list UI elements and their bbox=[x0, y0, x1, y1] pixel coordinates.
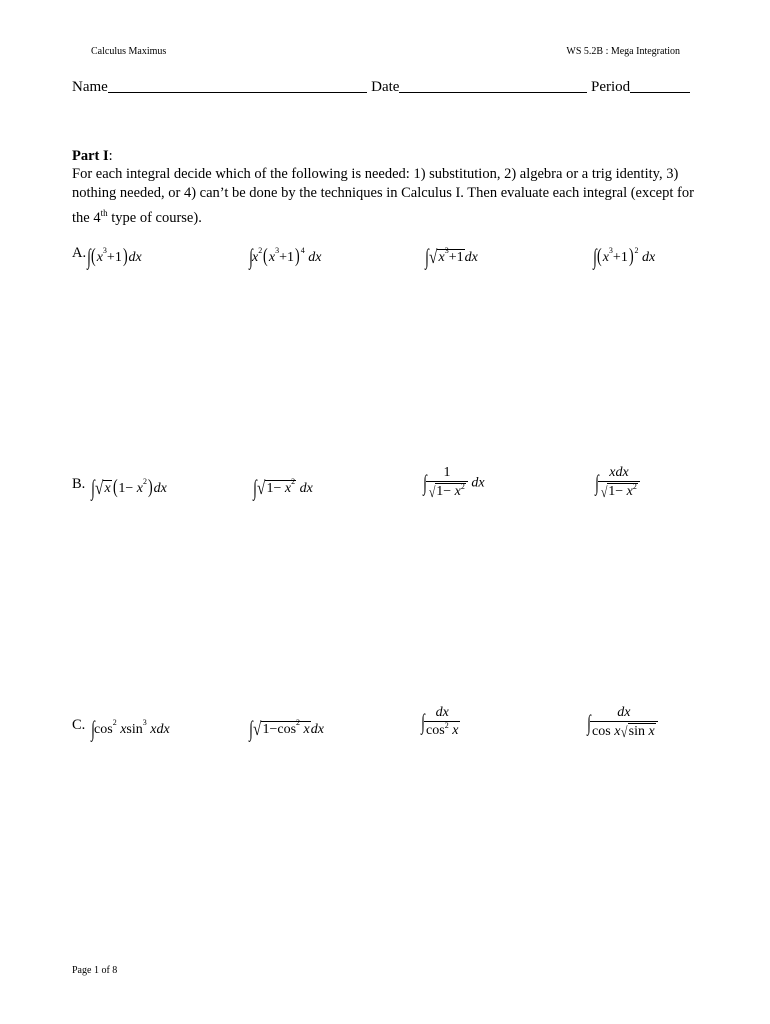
integral-a4: $\int(x^3+1)^2$ dx bbox=[593, 244, 656, 269]
course-name: Calculus Maximus bbox=[91, 46, 167, 57]
integral-c4: ∫ $\frac{dx}{\text{cos x√sin x}}$ bbox=[586, 706, 658, 741]
integral-b4: ∫ $\frac{\text{xdx}}{√1- x^2}$ bbox=[594, 466, 640, 501]
date-blank[interactable] bbox=[399, 92, 587, 93]
date-label: Date bbox=[371, 79, 400, 95]
integral-c2: $\int√1-\cos^2$ xdx bbox=[249, 716, 324, 741]
row-label-b: B. bbox=[72, 476, 86, 492]
part-colon: : bbox=[108, 148, 113, 164]
period-label: Period bbox=[590, 79, 631, 95]
instructions-text: For each integral decide which of the following is needed: 1) substitution, 2) algebra or a trig identity, 3) nothing needed, or 4) can’t be done by the techniques in Calculus I. Then evaluate each integral (except for the 4 bbox=[72, 166, 694, 226]
integral-a3: $\int√x^3+1dx$ bbox=[425, 244, 478, 269]
name-label: Name bbox=[72, 79, 108, 95]
row-label-a: A. bbox=[72, 245, 87, 261]
instructions-text-end: type of course). bbox=[107, 209, 202, 226]
page-number: Page 1 of 8 bbox=[72, 965, 118, 976]
integral-c3: ∫ $\frac{dx}{\cos^2 x}$ bbox=[421, 705, 459, 738]
period-blank[interactable] bbox=[630, 92, 690, 93]
integral-a1: $\int(x^3+1)dx$ bbox=[87, 244, 142, 269]
instructions-superscript: th bbox=[100, 207, 108, 218]
part-title: Part I bbox=[72, 148, 109, 164]
integral-c1: $\int\cos^2$ xsin$^3$ xdx bbox=[91, 716, 170, 741]
integral-b1: ∫√x $(1- x^2)dx$ bbox=[91, 475, 167, 500]
worksheet-title: WS 5.2B : Mega Integration bbox=[566, 46, 680, 57]
name-date-period-row bbox=[72, 76, 690, 96]
integral-b2: $\int√1- x^2$ dx bbox=[253, 475, 313, 500]
name-blank[interactable] bbox=[108, 92, 367, 93]
integral-a2: $\int x^2(x^3+1)^4$ dx bbox=[249, 244, 322, 269]
instructions bbox=[72, 165, 697, 228]
integral-b3: ∫ $\frac{1}{√1- x^2}$ dx bbox=[423, 465, 485, 501]
row-label-c: C. bbox=[72, 717, 86, 733]
part-heading bbox=[72, 148, 113, 165]
